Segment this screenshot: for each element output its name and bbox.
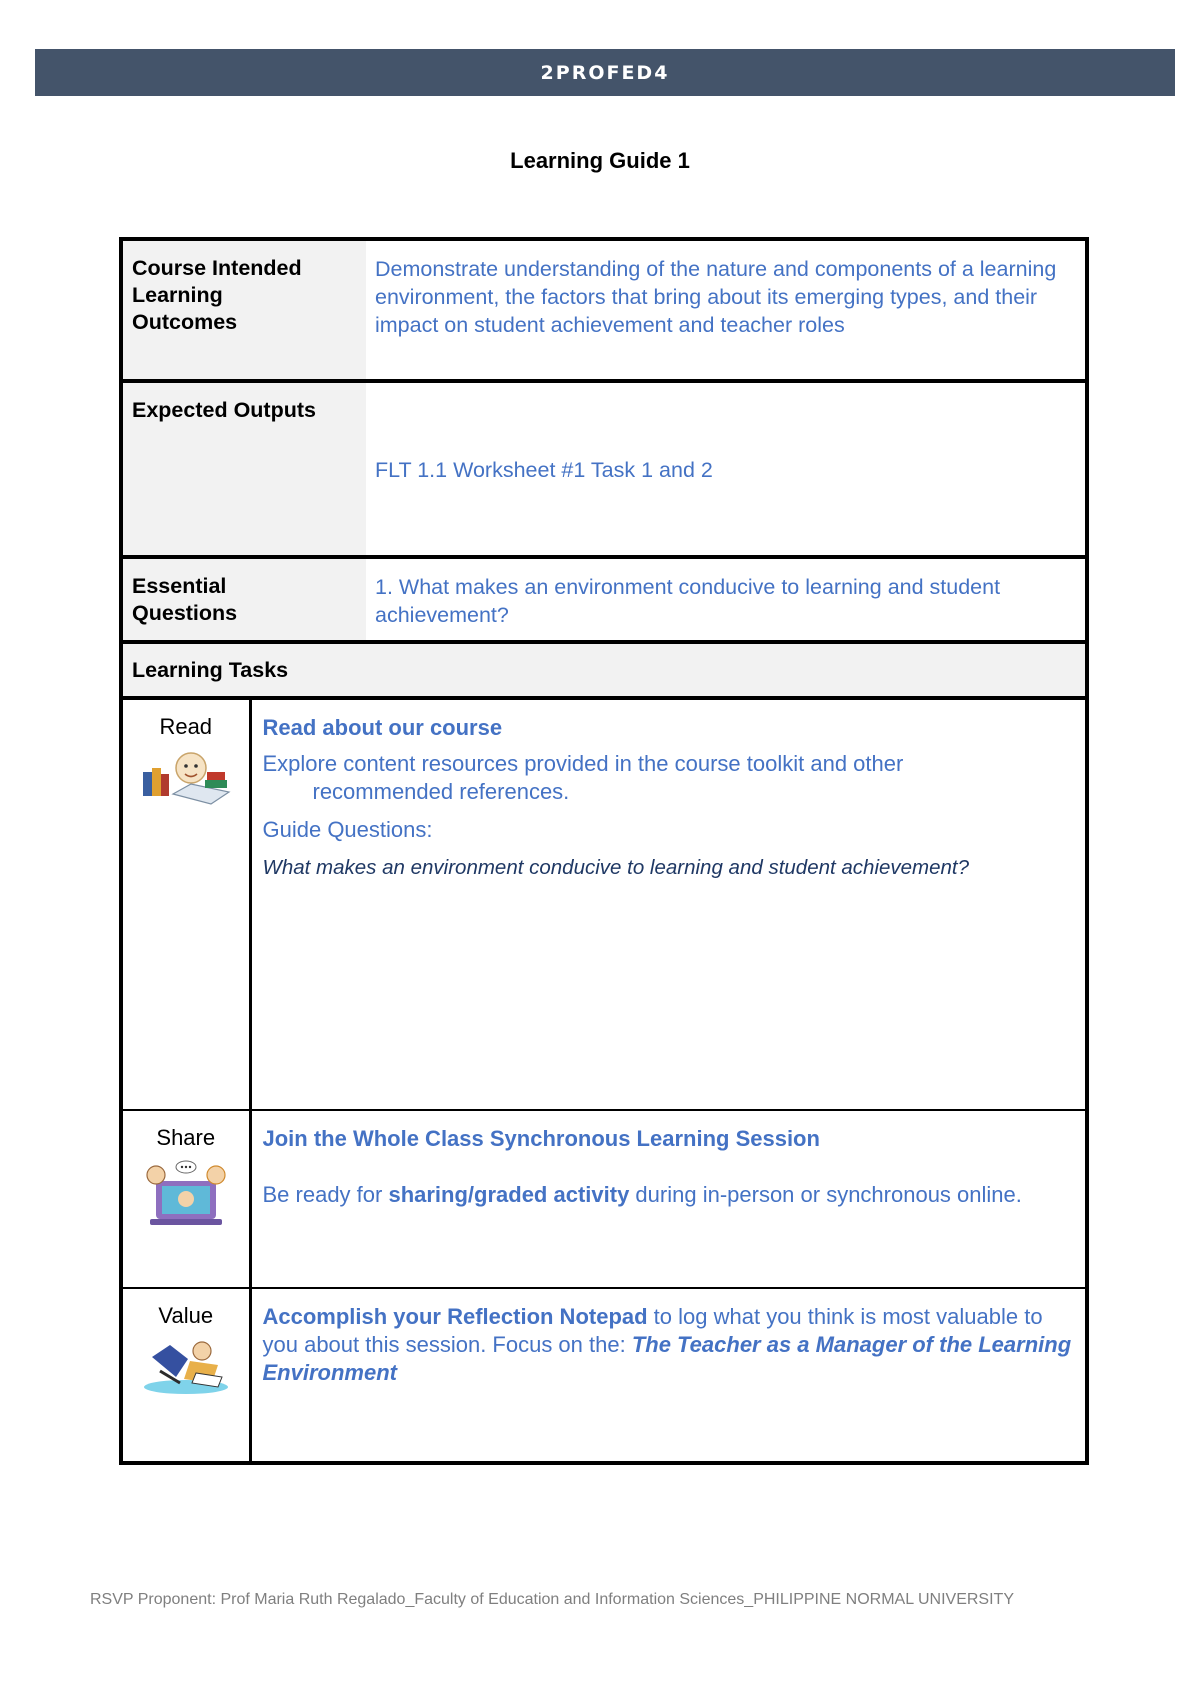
task-row-read [121,700,1087,1110]
tasks-heading: Learning Tasks [121,642,1087,698]
guide-questions-label: Guide Questions: [262,817,433,842]
value-emphasis: Accomplish your Reflection Notepad [262,1304,648,1329]
row-outcomes [121,239,1087,381]
outcomes-label: Course Intended Learning Outcomes [121,239,366,381]
share-label: Share [156,1125,216,1150]
read-title: Read about our course [262,715,503,740]
course-code: 2PROFED4 [540,61,670,84]
task-row-value [121,1288,1087,1463]
share-icon-cell [121,1110,250,1288]
reading-child-icon [139,748,233,806]
tasks-table [119,700,1089,1465]
guide-question: What makes an environment conducive to learning and student achievement? [262,856,970,879]
read-label: Read [159,714,213,739]
document-title: Learning Guide 1 [510,148,690,173]
read-line2: recommended references. [312,779,570,804]
value-focus: The Teacher as a Manager of the Learning Environment [262,1332,1072,1385]
header-bar [35,49,1175,96]
value-icon-cell [121,1288,250,1463]
row-outputs [121,381,1087,557]
value-label: Value [158,1303,214,1328]
essential-value: 1. What makes an environment conducive to learning and student achievement? [366,557,1087,642]
row-essential [121,557,1087,642]
footer-credit: RSVP Proponent: Prof Maria Ruth Regalado_Faculty of Education and Information Sciences_PHILIPPINE NORMAL UNIVERSITY [90,1591,1014,1608]
read-content [250,700,1087,1110]
read-line1: Explore content resources provided in the course toolkit and other [262,751,904,776]
task-row-share [121,1110,1087,1288]
value-content [250,1288,1087,1463]
guide-table [119,237,1089,700]
share-emphasis: sharing/graded activity [388,1182,630,1207]
row-tasks-heading [121,642,1087,698]
read-icon-cell [121,700,250,1110]
online-class-icon [142,1159,230,1233]
share-content [250,1110,1087,1288]
outputs-label: Expected Outputs [121,381,366,557]
outputs-value: FLT 1.1 Worksheet #1 Task 1 and 2 [375,458,713,482]
outcomes-value: Demonstrate understanding of the nature and components of a learning environment, the factors that bring about its emerging types, and their impact on student achievement and teacher roles [366,239,1087,381]
value-text: to log what you think is most valuable to you about this session. Focus on the: [262,1304,1043,1357]
outputs-cell [366,381,1087,557]
share-text: Be ready for sharing/graded activity during in-person or synchronous online. [262,1182,1022,1207]
essential-label: Essential Questions [121,557,366,642]
share-title: Join the Whole Class Synchronous Learning Session [262,1126,820,1151]
reflecting-child-icon [140,1337,232,1395]
